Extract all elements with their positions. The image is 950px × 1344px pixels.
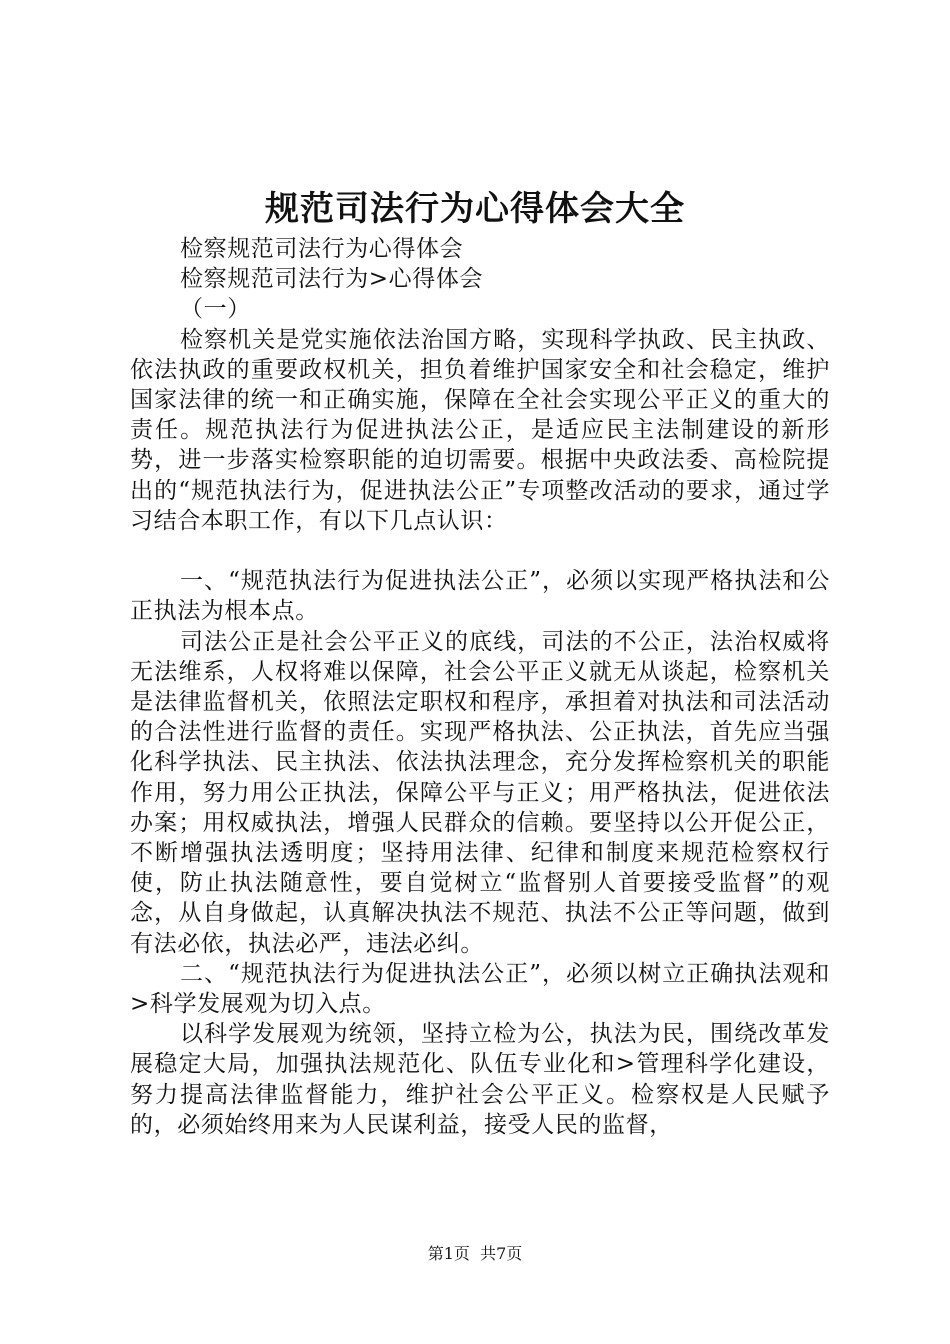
paragraph: 司法公正是社会公平正义的底线，司法的不公正，法治权威将无法维系，人权将难以保障，社会公平正义就无从谈起，检察机关是法律监督机关，依照法定职权和程序，承担着对执法和司法活动的合法性进行监督的责任。实现严格执法、公正执法，首先应当强化科学执法、民主执法、依法执法理念，充分发挥检察机关的职能作用，努力用公正执法，保障公平与正义；用严格执法，促进依法办案；用权威执法，增强人民群众的信赖。要坚持以公开促公正，不断增强执法透明度；坚持用法律、纪律和制度来规范检察权行使，防止执法随意性，要自觉树立“监督别人首要接受监督”的观念，从自身做起，认真解决执法不规范、执法不公正等问题，做到有法必依，执法必严，违法必纠。 <box>130 628 830 957</box>
page-number-label: 第1页 共7页 <box>427 1244 523 1263</box>
section-marker: （一） <box>180 296 251 323</box>
document-title: 规范司法行为心得体会大全 <box>265 189 685 229</box>
page-footer <box>0 1243 950 1265</box>
paragraph: 以科学发展观为统领，坚持立检为公，执法为民，围绕改革发展稳定大局，加强执法规范化、队伍专业化和>管理科学化建设，努力提高法律监督能力，维护社会公平正义。检察权是人民赋予的，必须始终用来为人民谋利益，接受人民的监督， <box>130 1021 830 1138</box>
paragraph: 检察机关是党实施依法治国方略，实现科学执政、民主执政、依法执政的重要政权机关，担负着维护国家安全和社会稳定，维护国家法律的统一和正确实施，保障在全社会实现公平正义的重大的责任。规范执法行为促进执法公正，是适应民主法制建设的新形势，进一步落实检察职能的迫切需要。根据中央政法委、高检院提出的“规范执法行为，促进执法公正”专项整改活动的要求，通过学习结合本职工作，有以下几点认识： <box>130 326 830 534</box>
document-body <box>130 234 830 1140</box>
subtitle-line: 检察规范司法行为心得体会 <box>180 236 464 262</box>
section-heading: 一、“规范执法行为促进执法公正”，必须以实现严格执法和公正执法为根本点。 <box>130 568 830 625</box>
paragraph-spacer <box>130 536 830 566</box>
section-heading: 二、“规范执法行为促进执法公正”，必须以树立正确执法观和>科学发展观为切入点。 <box>130 960 830 1018</box>
subtitle-line: 检察规范司法行为>心得体会 <box>180 266 484 293</box>
